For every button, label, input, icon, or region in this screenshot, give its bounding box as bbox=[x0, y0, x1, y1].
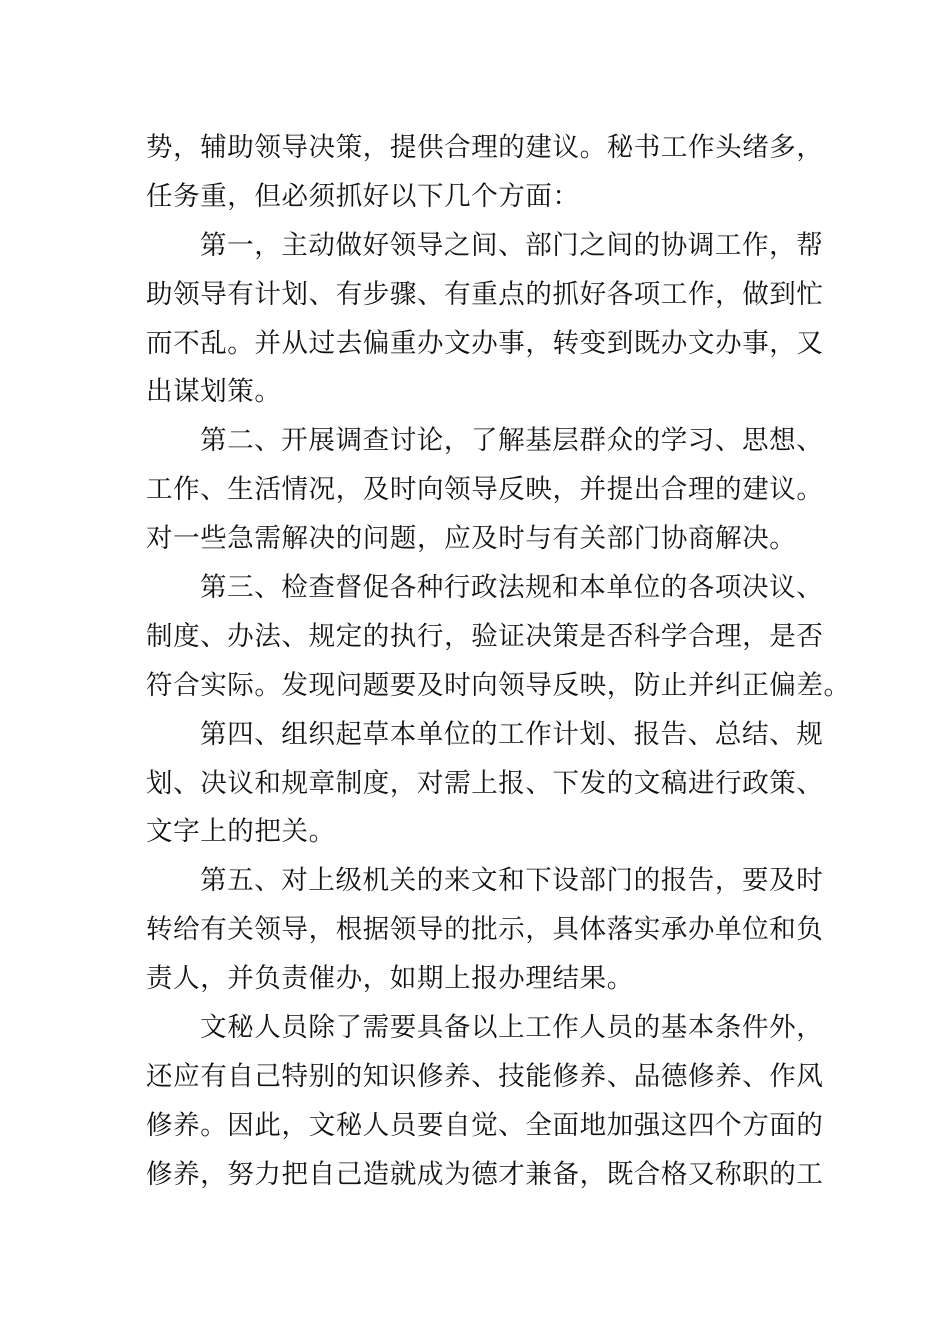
paragraph-start-line: 第一，主动做好领导之间、部门之间的协调工作，帮 bbox=[200, 229, 824, 261]
text-line: 任务重，但必须抓好以下几个方面： bbox=[146, 180, 580, 212]
text-line: 修养。因此，文秘人员要自觉、全面地加强这四个方面的 bbox=[146, 1109, 824, 1141]
text-line: 对一些急需解决的问题，应及时与有关部门协商解决。 bbox=[146, 523, 797, 555]
text-line: 符合实际。发现问题要及时向领导反映，防止并纠正偏差。 bbox=[146, 669, 851, 701]
document-body bbox=[146, 124, 851, 1200]
paragraph-start-line: 文秘人员除了需要具备以上工作人员的基本条件外， bbox=[200, 1012, 824, 1044]
text-line: 划、决议和规章制度，对需上报、下发的文稿进行政策、 bbox=[146, 767, 824, 799]
text-line: 制度、办法、规定的执行，验证决策是否科学合理，是否 bbox=[146, 620, 824, 652]
paragraph-start-line: 第四、组织起草本单位的工作计划、报告、总结、规 bbox=[200, 718, 824, 750]
text-line: 而不乱。并从过去偏重办文办事，转变到既办文办事，又 bbox=[146, 327, 824, 359]
text-line: 转给有关领导，根据领导的批示，具体落实承办单位和负 bbox=[146, 914, 824, 946]
text-line: 出谋划策。 bbox=[146, 376, 282, 408]
text-line: 助领导有计划、有步骤、有重点的抓好各项工作，做到忙 bbox=[146, 278, 824, 310]
paragraph-start-line: 第五、对上级机关的来文和下设部门的报告，要及时 bbox=[200, 865, 824, 897]
text-line: 势，辅助领导决策，提供合理的建议。秘书工作头绪多， bbox=[146, 132, 824, 163]
text-line: 工作、生活情况，及时向领导反映，并提出合理的建议。 bbox=[146, 474, 824, 506]
paragraph-start-line: 第三、检查督促各种行政法规和本单位的各项决议、 bbox=[200, 572, 824, 604]
text-line: 文字上的把关。 bbox=[146, 816, 336, 848]
text-line: 还应有自己特别的知识修养、技能修养、品德修养、作风 bbox=[146, 1060, 824, 1092]
text-line: 责人，并负责催办，如期上报办理结果。 bbox=[146, 963, 634, 995]
text-line: 修养，努力把自己造就成为德才兼备，既合格又称职的工 bbox=[146, 1158, 824, 1190]
paragraph-start-line: 第二、开展调查讨论，了解基层群众的学习、思想、 bbox=[200, 425, 824, 457]
